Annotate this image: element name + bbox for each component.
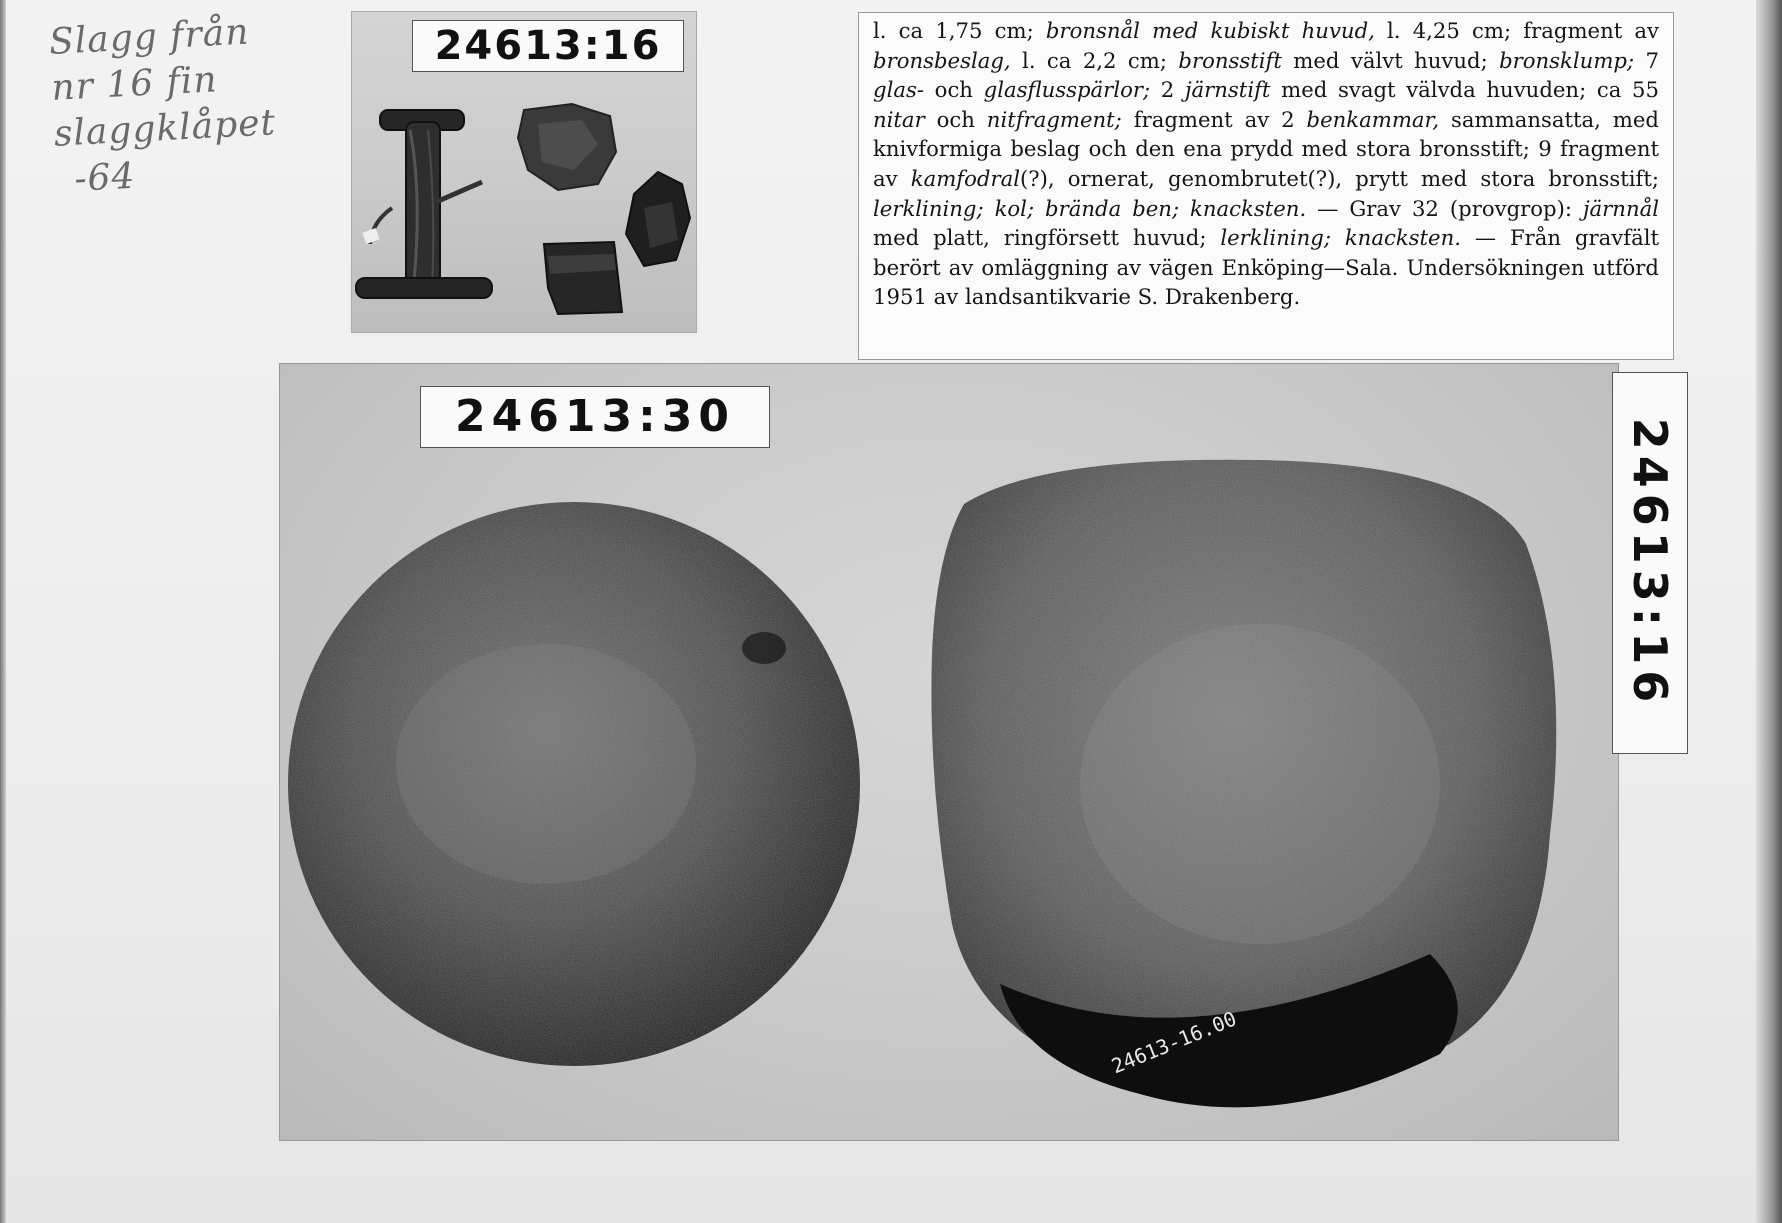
handwritten-note (48, 5, 348, 210)
description-run: och (924, 77, 984, 103)
fragment-block (544, 242, 622, 314)
description-run: l. ca 1,75 cm; (873, 18, 1046, 43)
description-italic-run: glas- (873, 77, 925, 103)
description-run: l. 4,25 cm; fragment av (1374, 18, 1660, 43)
tiny-tag (362, 228, 379, 244)
description-italic-run: bronsklump; (1499, 47, 1635, 73)
handwritten-line-1: Slagg från (48, 11, 251, 63)
description-italic-run: lerklining; knacksten. (1220, 225, 1461, 251)
description-run: sammansatta, med knivformiga beslag och den ena prydd med stora bronsstift; 9 fragment av (873, 106, 1659, 191)
description-run: 7 (1634, 47, 1659, 73)
description-italic-run: benkammar, (1306, 106, 1440, 132)
round-hammerstone (288, 502, 860, 1066)
description-italic-run: bronsnål med kubiskt huvud, (1045, 18, 1375, 43)
description-run: l. ca 2,2 cm; (1010, 47, 1179, 73)
description-run: (?), ornerat, genombrutet(?), prytt med stora bronsstift; (1020, 165, 1659, 191)
description-paragraph (873, 16, 1659, 312)
description-run: och (924, 106, 987, 132)
card-right-edge (1756, 0, 1782, 1223)
artifact-photo-top (352, 12, 696, 332)
description-italic-run: nitfragment; (986, 106, 1122, 132)
description-italic-run: kamfodral (910, 165, 1020, 191)
card-left-edge (0, 0, 6, 1223)
description-italic-run: glasflusspärlor; (983, 77, 1151, 103)
photo-top-label: 24613:16 (412, 20, 684, 72)
description-run: — Grav 32 (provgrop): (1306, 195, 1583, 221)
spindle-object (356, 110, 492, 298)
handwritten-line-3: slaggklåpet (52, 102, 277, 155)
handwritten-line-2: nr 16 fin (50, 59, 219, 109)
description-italic-run: järnstift (1184, 77, 1271, 103)
artifact-photo-main-image (280, 364, 1618, 1140)
artifact-photo-main (280, 364, 1618, 1140)
description-run: med platt, ringförsett huvud; (873, 225, 1221, 251)
description-italic-run: nitar (873, 106, 925, 132)
description-italic-run: järnnål (1582, 195, 1659, 221)
description-run: med svagt välvda huvuden; ca 55 (1270, 77, 1659, 103)
description-run: med välvt huvud; (1281, 47, 1500, 73)
side-label (1612, 372, 1688, 754)
description-run: fragment av 2 (1121, 106, 1307, 132)
description-italic-run: bronsbeslag, (873, 47, 1011, 73)
catalog-description (858, 12, 1674, 360)
photo-main-label: 24613:30 (420, 386, 770, 448)
description-run: — Från gravfält berört av omläggning av vägen Enköping—Sala. Undersökningen utförd 1951 av landsantikvarie S. Drakenberg. (873, 225, 1659, 310)
description-run: 2 (1150, 77, 1185, 103)
stone-marking: 24613-16.00 (1108, 1006, 1240, 1079)
description-italic-run: bronsstift (1178, 47, 1282, 73)
description-italic-run: lerklining; kol; brända ben; knacksten. (873, 195, 1307, 221)
side-label-text: 24613:16 (1623, 417, 1677, 709)
handwritten-line-4: -64 (73, 155, 137, 200)
